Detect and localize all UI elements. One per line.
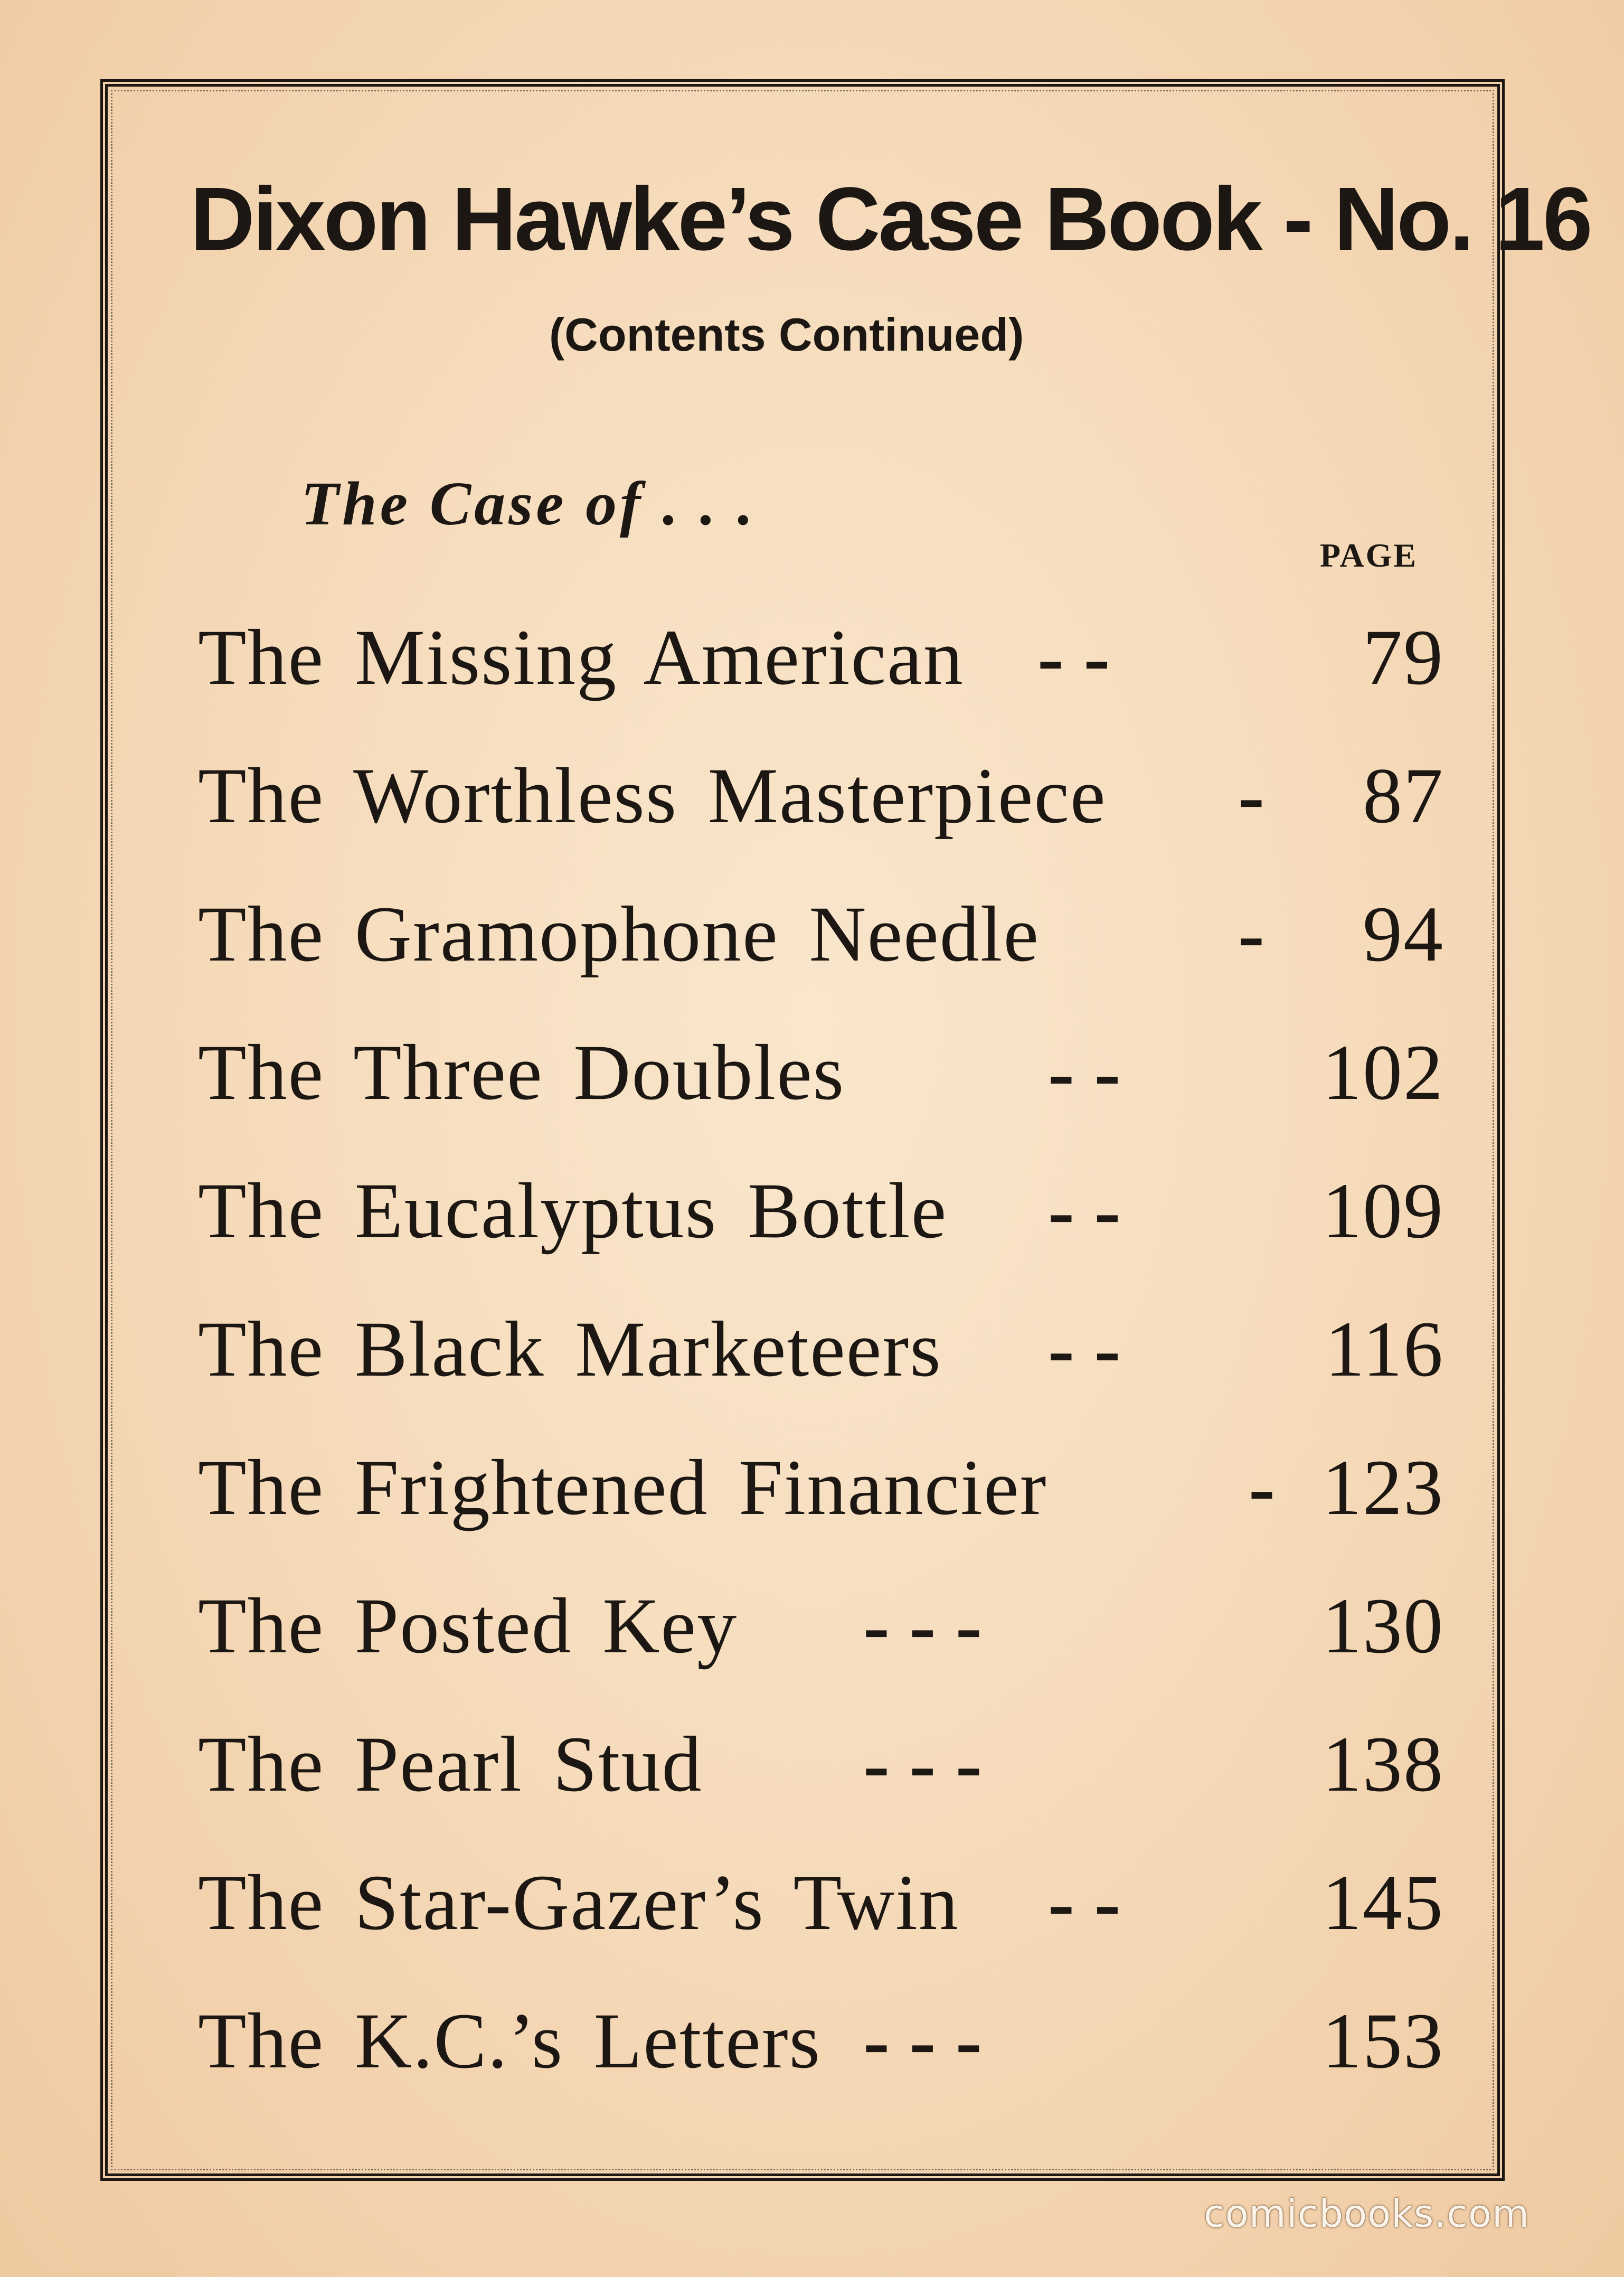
contents-entry	[198, 1570, 1444, 1709]
entry-page: 145	[1322, 1859, 1444, 1946]
entry-leader: - -	[1048, 1859, 1121, 1946]
entry-title: The Pearl Stud	[198, 1720, 703, 1808]
entry-page: 79	[1363, 614, 1444, 701]
entry-title: The Star-Gazer’s Twin	[198, 1859, 959, 1946]
page-subtitle: (Contents Continued)	[549, 308, 1024, 361]
entry-page: 87	[1363, 752, 1444, 840]
contents-entry	[198, 740, 1444, 879]
contents-entry	[198, 1017, 1444, 1155]
entry-leader: - -	[1048, 1167, 1121, 1255]
entry-leader: - - -	[863, 1997, 982, 2085]
entry-title: The Posted Key	[198, 1582, 738, 1670]
entry-leader: -	[1238, 752, 1264, 840]
entry-leader: - - -	[863, 1582, 982, 1670]
contents-entry	[198, 1432, 1444, 1570]
entry-title: The Eucalyptus Bottle	[198, 1167, 948, 1255]
section-intro: The Case of . . .	[301, 469, 757, 538]
entry-leader: - -	[1037, 614, 1110, 701]
entry-page: 153	[1322, 1997, 1444, 2085]
contents-entry	[198, 1847, 1444, 1986]
entry-title: The Frightened Financier	[198, 1444, 1047, 1531]
entry-title: The Worthless Masterpiece	[198, 752, 1107, 840]
entry-page: 102	[1322, 1029, 1444, 1116]
entry-page: 123	[1322, 1444, 1444, 1531]
contents-entry	[198, 1294, 1444, 1432]
entry-leader: - -	[1048, 1029, 1121, 1116]
watermark: comicbooks.com	[1204, 2191, 1530, 2236]
entry-title: The Black Marketeers	[198, 1305, 942, 1393]
entry-title: The Gramophone Needle	[198, 890, 1040, 978]
contents-entry	[198, 602, 1444, 740]
contents-entry	[198, 879, 1444, 1017]
entry-title: The K.C.’s Letters	[198, 1997, 822, 2085]
entry-leader: - -	[1048, 1305, 1121, 1393]
entry-page: 109	[1322, 1167, 1444, 1255]
contents-entry	[198, 1986, 1444, 2124]
entry-page: 130	[1322, 1582, 1444, 1670]
contents-entry	[198, 1155, 1444, 1294]
entry-title: The Missing American	[198, 614, 964, 701]
page-column-label: PAGE	[1320, 537, 1418, 574]
entry-title: The Three Doubles	[198, 1029, 845, 1116]
entry-leader: - - -	[863, 1720, 982, 1808]
entry-page: 138	[1322, 1720, 1444, 1808]
contents-entry	[198, 1709, 1444, 1847]
contents-list	[198, 602, 1444, 2124]
entry-leader: -	[1238, 890, 1264, 978]
entry-page: 94	[1363, 890, 1444, 978]
entry-page: 116	[1325, 1305, 1444, 1393]
page-title: Dixon Hawke’s Case Book - No. 16	[190, 169, 1591, 269]
entry-leader: -	[1249, 1444, 1275, 1531]
